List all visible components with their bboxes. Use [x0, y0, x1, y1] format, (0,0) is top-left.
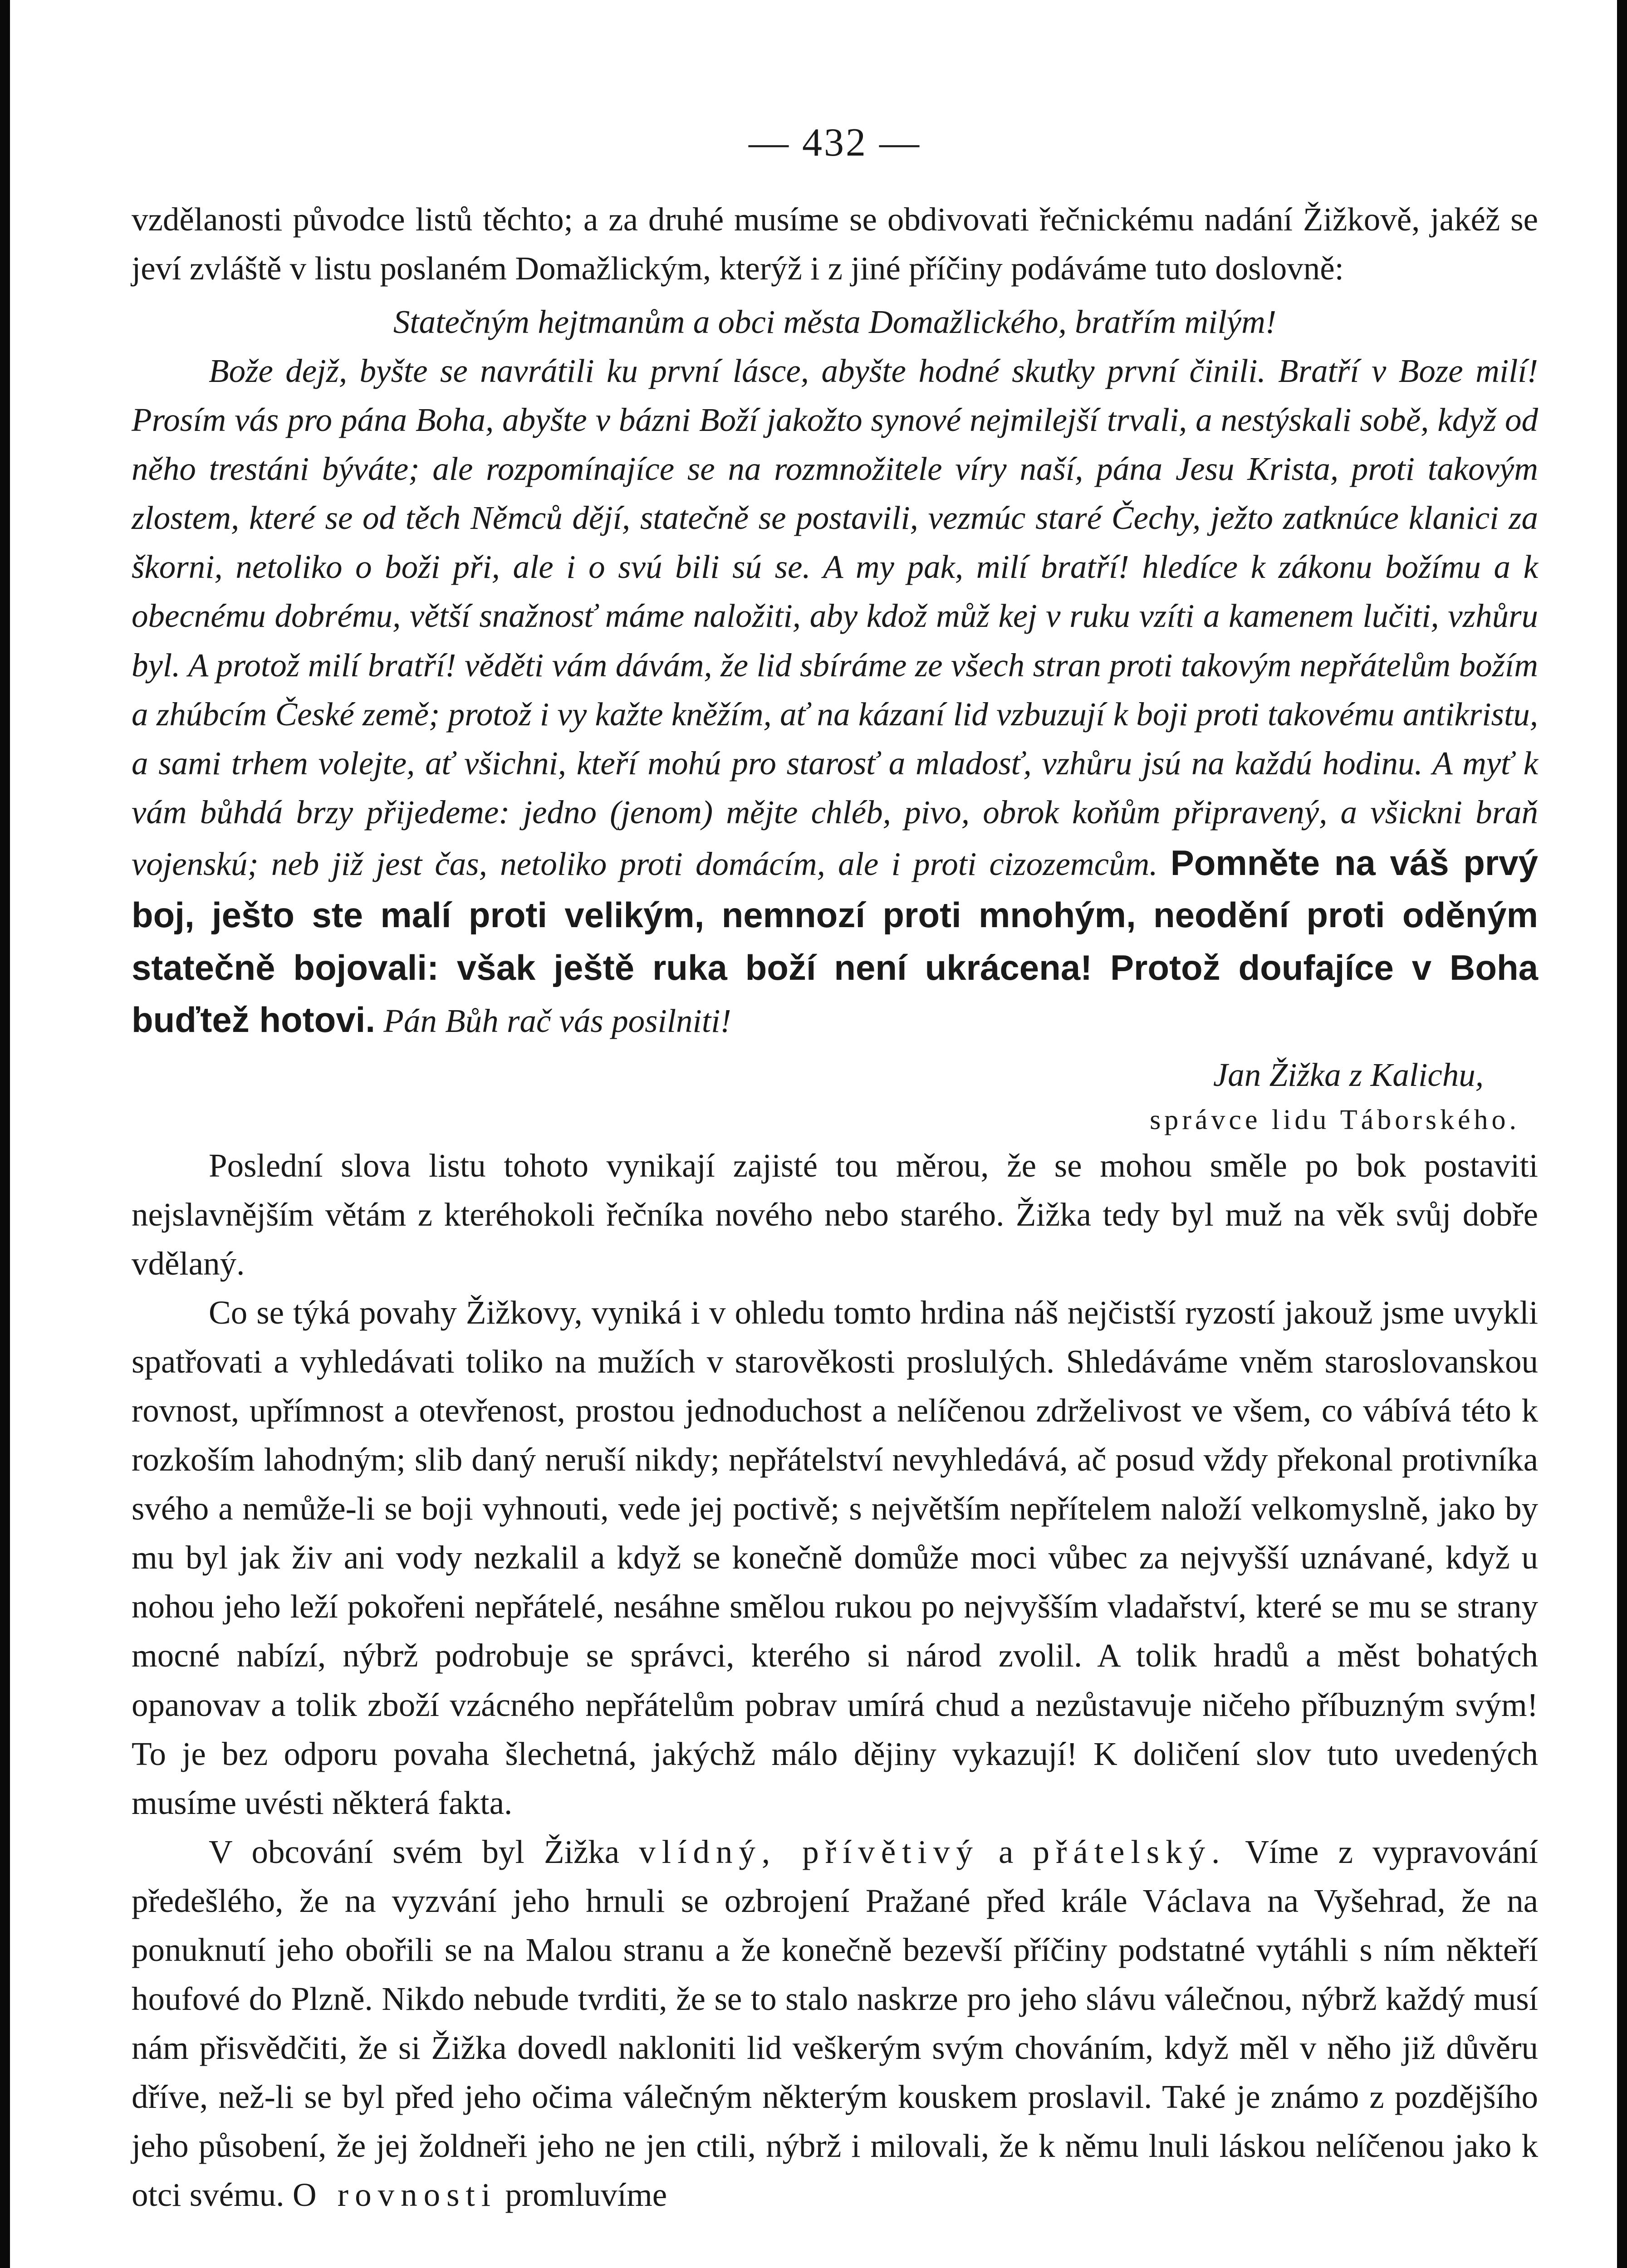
paragraph-4-end: promluvíme: [505, 2176, 667, 2213]
paragraph-4-start: V obcování svém byl Žižka: [209, 1833, 620, 1870]
paragraph-4: [132, 1828, 1538, 2219]
page-border-left: [0, 0, 10, 2268]
page-number: — 432 —: [749, 121, 921, 165]
page-border-right: [1617, 0, 1627, 2268]
paragraph-4-spaced-2: přátelský.: [1033, 1833, 1226, 1870]
document-page: [132, 113, 1538, 2219]
letter-salutation: Statečným hejtmanům a obci města Domažlického, bratřím milým!: [393, 303, 1277, 341]
quoted-letter: [132, 298, 1538, 1141]
paragraph-4-and: a: [998, 1833, 1014, 1870]
lead-paragraph: vzdělanosti původce listů těchto; a za druhé musíme se obdivovati řečnickému nadání Žižkově, jakéž se jeví zvláště v listu poslaném Domažlickým, kterýž i z jiné příčiny podáváme tuto doslovně:: [132, 201, 1538, 287]
paragraph-3: Co se týká povahy Žižkovy, vyniká i v ohledu tomto hrdina náš nejčistší ryzostí jakouž jsme uvykli spatřovati a vyhledávati toliko na mužích v starověkosti proslulých. Shledáváme vněm staroslovanskou rovnost, upřímnost a otevřenost, prostou jednoduchost a nelíčenou zdrželivost ve všem, co vábívá této k rozkoším lahodným; slib daný neruší nikdy; nepřátelství nevyhledává, ač posud vždy překonal protivníka svého a nemůže-li se boji vyhnouti, vede jej poctivě; s největším nepřítelem naloží velkomyslně, jako by mu byl jak živ ani vody nezkalil a když se konečně domůže moci vůbec za nejvyšší uznávané, když u nohou jeho leží pokořeni nepřátelé, nesáhne smělou rukou po nejvyšším vladařství, které se mu se strany mocné nabízí, nýbrž podrobuje se správci, kterého si národ zvolil. A tolik hradů a měst bohatých opanovav a tolik zboží vzácného nepřátelům pobrav umírá chud a nezůstavuje ničeho příbuzným svým! To je bez odporu povaha šlechetná, jakýchž málo dějiny vykazují! K doličení slov tuto uvedených musíme uvésti některá fakta.: [132, 1294, 1538, 1821]
letter-signature: Jan Žižka z Kalichu,: [1213, 1056, 1484, 1094]
letter-closing: Pán Bůh rač vás posilniti!: [383, 1002, 731, 1039]
paragraph-4-spaced-3: O rovnosti: [292, 2176, 497, 2213]
letter-body: [132, 347, 1538, 1046]
letter-signature-role: správce lidu Táborského.: [1150, 1105, 1520, 1136]
paragraph-4-spaced-1: vlídný, přívětivý: [639, 1833, 979, 1870]
paragraph-4-rest: Víme z vypravování předešlého, že na vyzvání jeho hrnuli se ozbrojení Pražané před krále Václava na Vyšehrad, že na ponuknutí jeho obořili se na Malou stranu a že konečně bezevší příčiny podstatné vytáhli s ním někteří houfové do Plzně. Nikdo nebude tvrditi, že se to stalo naskrze pro jeho slávu válečnou, nýbrž každý musí nám přisvědčiti, že si Žižka dovedl nakloniti lid veškerým svým chováním, když měl v něho již důvěru dříve, než-li se byl před jeho očima válečným některým kouskem proslavil. Také je známo z pozdějšího jeho působení, že jej žoldneři jeho ne jen ctili, nýbrž i milovali, že k němu lnuli láskou nelíčenou jako k otci svému.: [132, 1833, 1539, 2213]
paragraph-2: Poslední slova listu tohoto vynikají zajisté tou měrou, že se mohou směle po bok postaviti nejslavnějším větám z kteréhokoli řečníka nového nebo starého. Žižka tedy byl muž na věk svůj dobře vdělaný.: [132, 1147, 1538, 1282]
letter-body-italic: Bože dejž, byšte se navrátili ku první lásce, abyšte hodné skutky první činili. Bratří v Boze milí! Prosím vás pro pána Boha, abyšte v bázni Boží jakožto synové nejmilejší trvali, a nestýskali sobě, když od něho trestáni býváte; ale rozpomínajíce se na rozmnožitele víry naší, pána Jesu Krista, proti takovým zlostem, které se od těch Němců dějí, statečně se postavili, vezmúc staré Čechy, ježto zatknúce klanici za škorni, netoliko o boži při, ale i o svú bili sú se. A my pak, milí bratří! hledíce k zákonu božímu a k obecnému dobrému, větší snažnosť máme naložiti, aby kdož můž kej v ruku vzíti a kamenem lučiti, vzhůru byl. A protož milí bratří! věděti vám dávám, že lid sbíráme ze všech stran proti takovým nepřátelům božím a zhúbcím České země; protož i vy kažte kněžím, ať na kázaní lid vzbuzují k boji proti takovému antikristu, a sami trhem volejte, ať všichni, kteří mohú pro starosť a mladosť, vzhůru jsú na každú hodinu. A myť k vám bůhdá brzy přijedeme: jedno (jenom) mějte chléb, pivo, obrok koňům připravený, a všickni braň vojenskú; neb již jest čas, netoliko proti domácím, ale i proti cizozemcům.: [132, 352, 1538, 882]
letter-body-bold: Pomněte na váš prvý boj, ješto ste malí proti velikým, nemnozí proti mnohým, neodění proti oděným statečně bojovali: však ještě ruka boží není ukrácena! Protož doufajíce v Boha buďtež hotovi.: [132, 842, 1539, 1040]
